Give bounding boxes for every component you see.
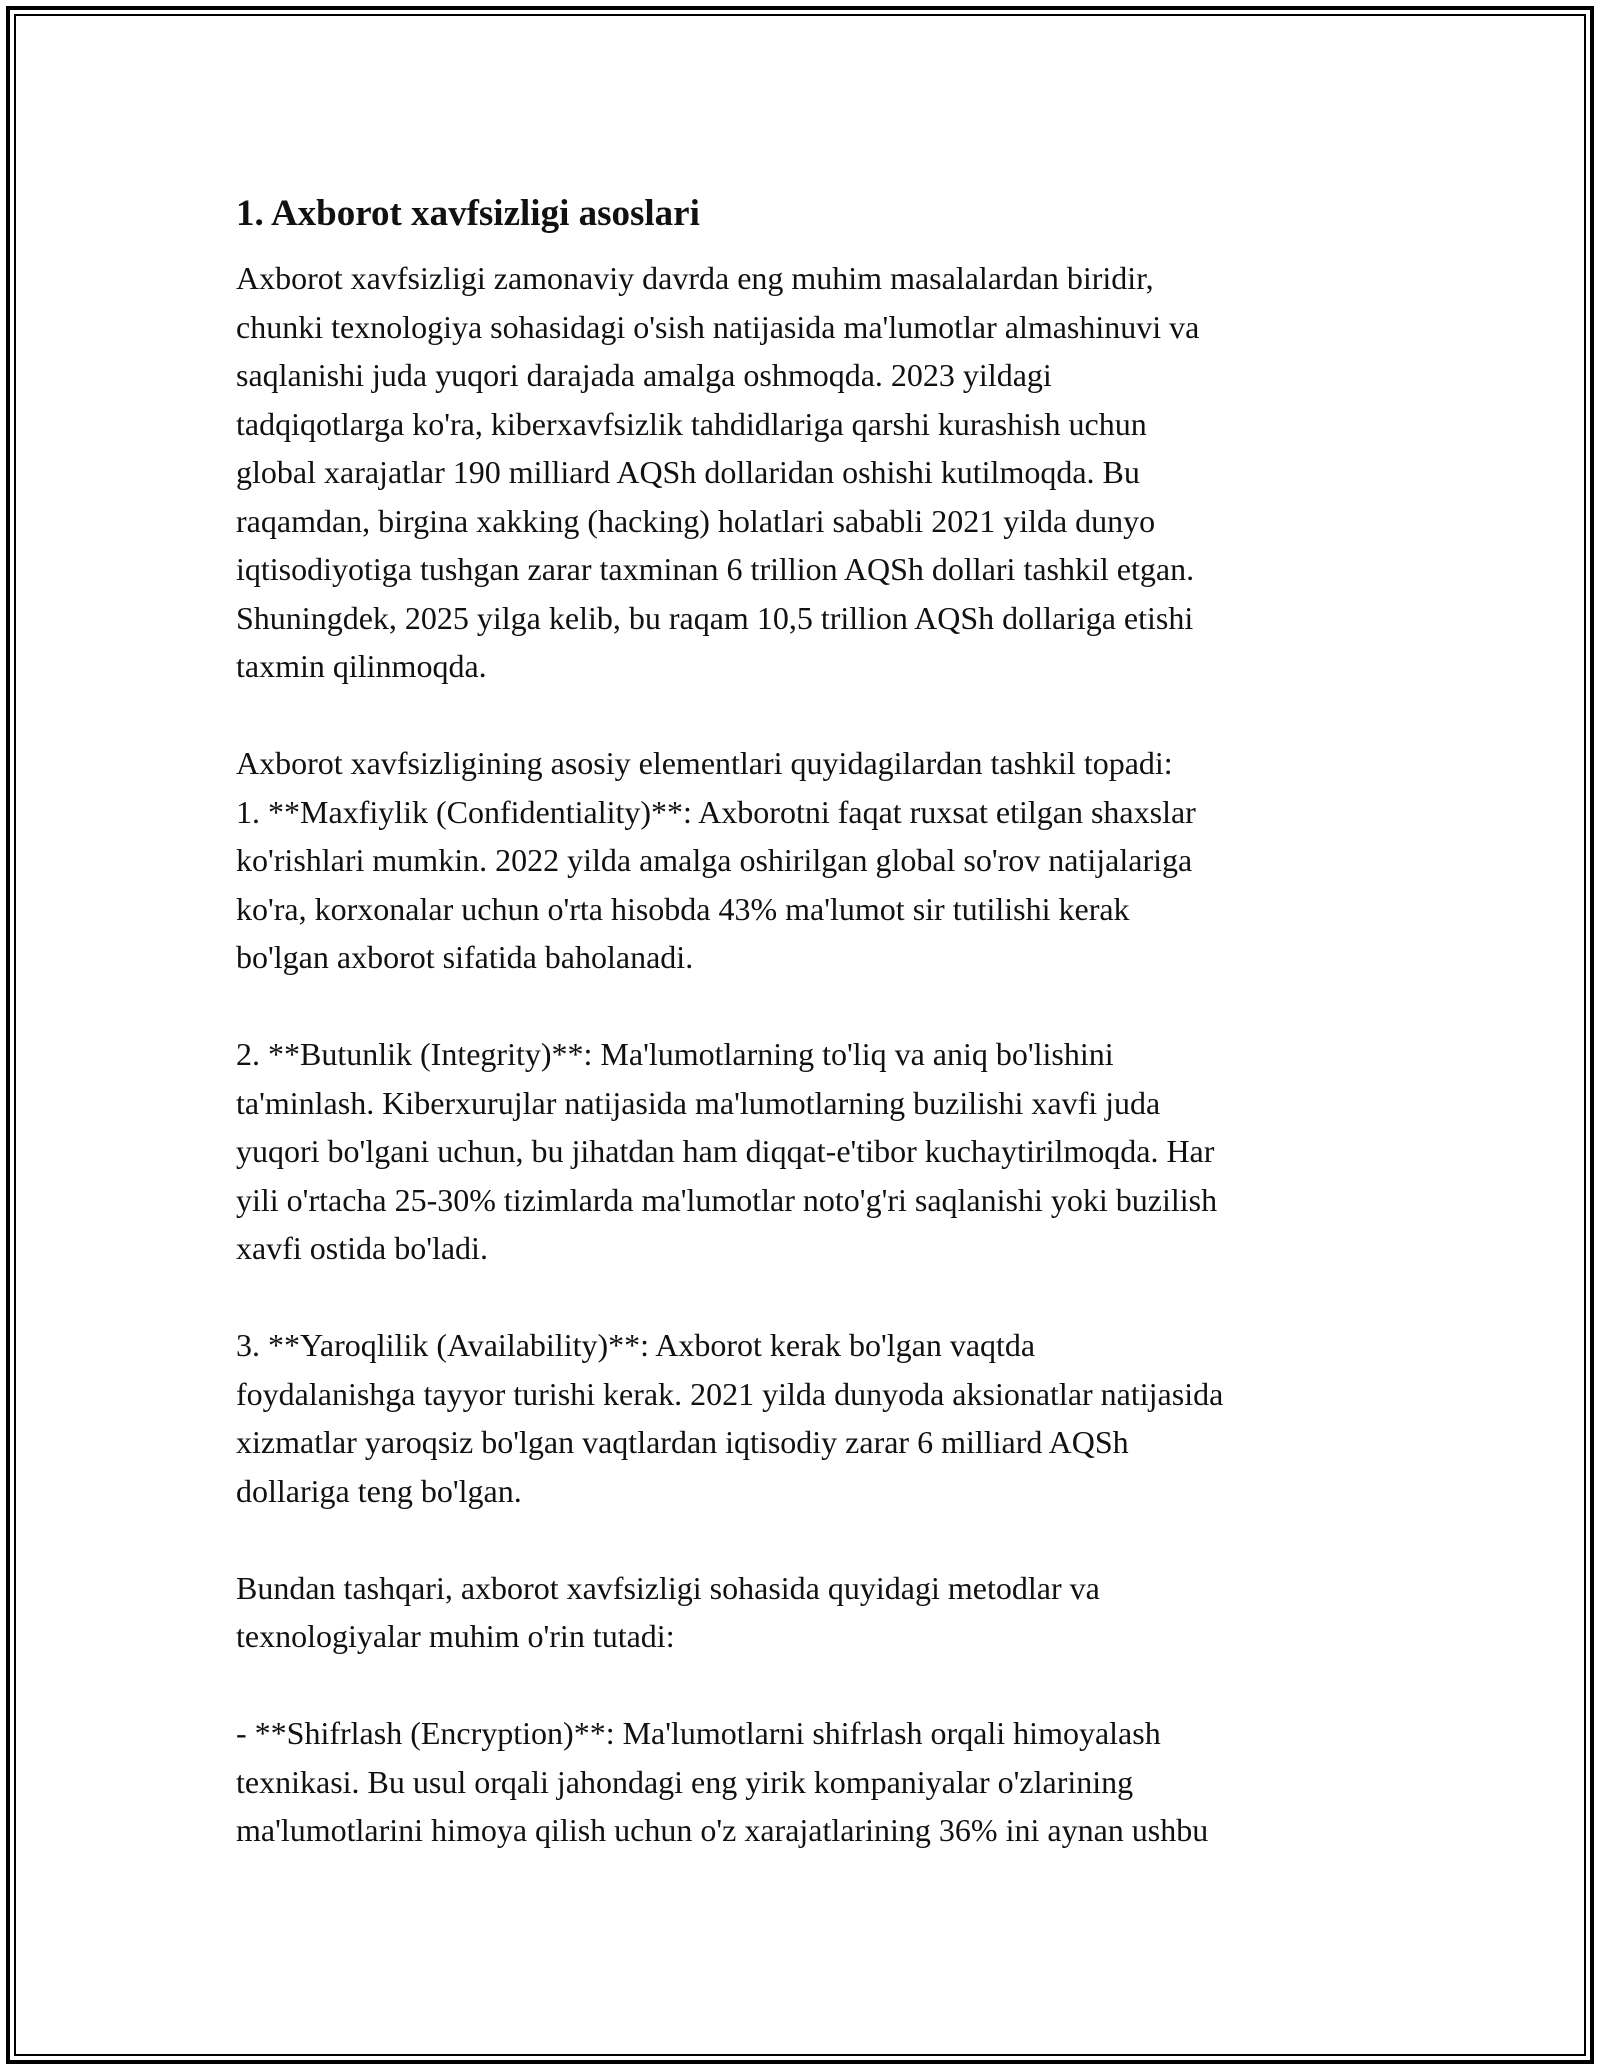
encryption-paragraph: - **Shifrlash (Encryption)**: Ma'lumotlarni shifrlash orqali himoyalash texnikasi. Bu usul orqali jahondagi eng yirik kompaniyalar o'zlarining ma'lumotlarini himoya qilish uchun o'z xarajatlarining 36% ini aynan ushbu	[236, 1715, 1209, 1848]
paragraph-spacer	[236, 1515, 1396, 1564]
paragraph-spacer	[236, 1273, 1396, 1322]
section-heading: 1. Axborot xavfsizligi asoslari	[236, 193, 700, 234]
paragraph-spacer	[236, 982, 1396, 1031]
availability-paragraph: 3. **Yaroqlilik (Availability)**: Axborot kerak bo'lgan vaqtda foydalanishga tayyor turishi kerak. 2021 yilda dunyoda aksionatlar natijasida xizmatlar yaroqsiz bo'lgan vaqtlardan iqtisodiy zarar 6 milliard AQSh dollariga teng bo'lgan.	[236, 1327, 1224, 1509]
intro-paragraph: Axborot xavfsizligi zamonaviy davrda eng muhim masalalardan biridir, chunki texnologiya sohasidagi o'sish natijasida ma'lumotlar almashinuvi va saqlanishi juda yuqori darajada amalga oshmoqda. 2023 yildagi tadqiqotlarga ko'ra, kiberxavfsizlik tahdidlariga qarshi kurashish uchun global xarajatlar 190 milliard AQSh dollaridan oshishi kutilmoqda. Bu raqamdan, birgina xakking (hacking) holatlari sababli 2021 yilda dunyo iqtisodiyotiga tushgan zarar taxminan 6 trillion AQSh dollari tashkil etgan. Shuningdek, 2025 yilga kelib, bu raqam 10,5 trillion AQSh dollariga etishi taxmin qilinmoqda.	[236, 260, 1200, 684]
document-body	[236, 184, 1396, 1855]
paragraph-spacer	[236, 1661, 1396, 1710]
integrity-paragraph: 2. **Butunlik (Integrity)**: Ma'lumotlarning to'liq va aniq bo'lishini ta'minlash. Kiberxurujlar natijasida ma'lumotlarning buzilishi xavfi juda yuqori bo'lgani uchun, bu jihatdan ham diqqat-e'tibor kuchaytirilmoqda. Har yili o'rtacha 25-30% tizimlarda ma'lumotlar noto'g'ri saqlanishi yoki buzilish xavfi ostida bo'ladi.	[236, 1036, 1218, 1266]
methods-intro-paragraph: Bundan tashqari, axborot xavfsizligi sohasida quyidagi metodlar va texnologiyalar muhim o'rin tutadi:	[236, 1569, 1100, 1654]
paragraph-spacer	[236, 691, 1396, 740]
elements-paragraph: Axborot xavfsizligining asosiy elementlari quyidagilardan tashkil topadi: 1. **Maxfiylik (Confidentiality)**: Axborotni faqat ruxsat etilgan shaxslar ko'rishlari mumkin. 2022 yilda amalga oshirilgan global so'rov natijalariga ko'ra, korxonalar uchun o'rta hisobda 43% ma'lumot sir tutilishi kerak bo'lgan axborot sifatida baholanadi.	[236, 745, 1196, 975]
